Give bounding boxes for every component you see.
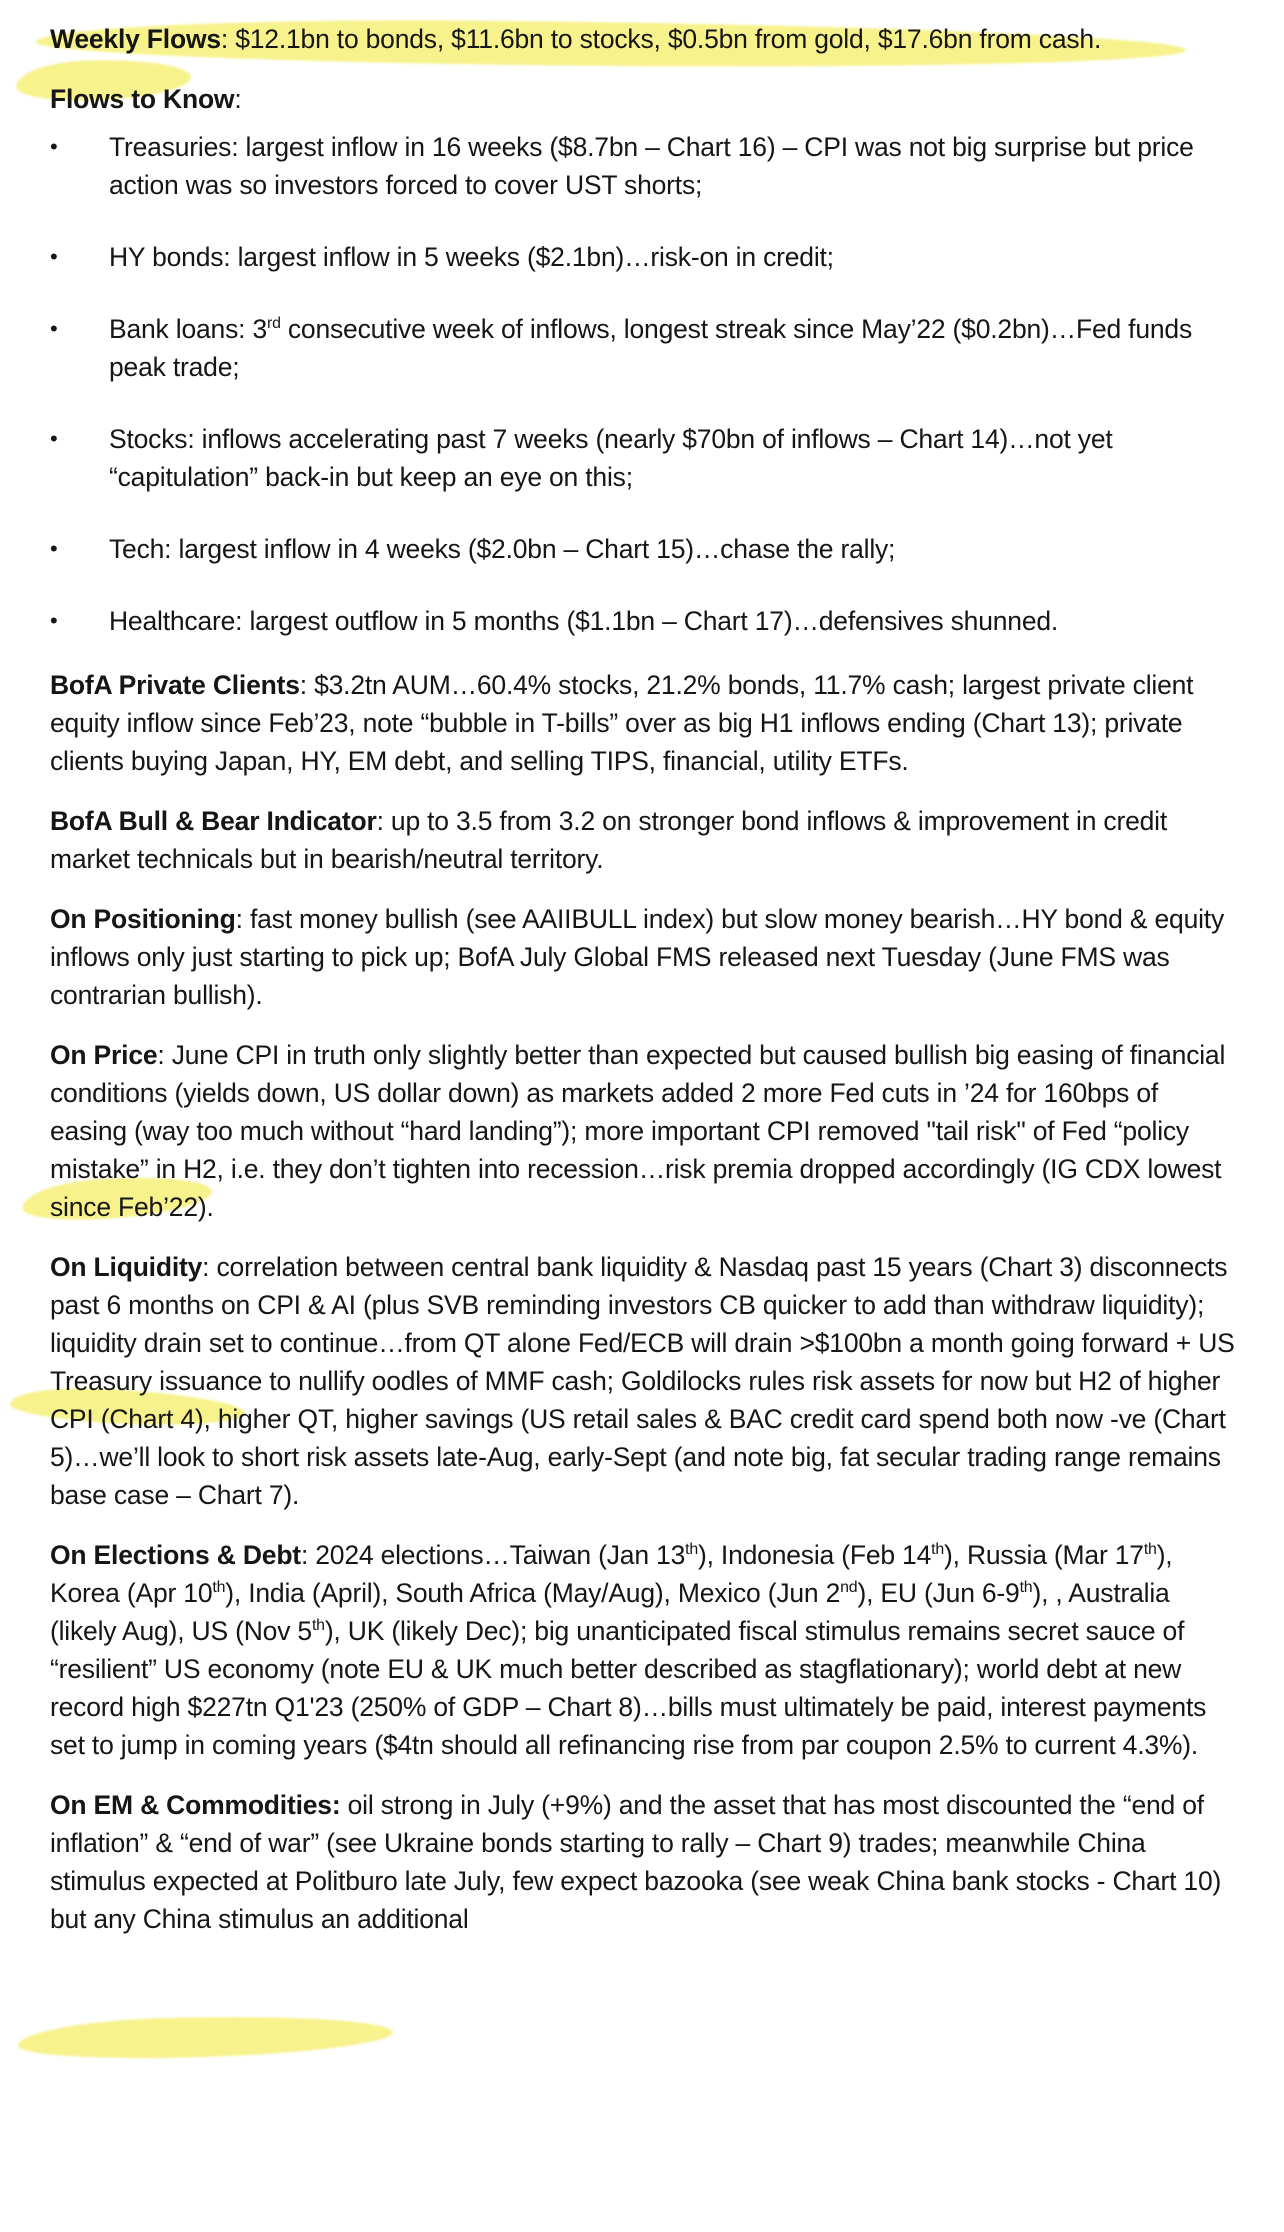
- elections-sup: th: [1143, 1541, 1157, 1559]
- liquidity-text: : correlation between central bank liquidity & Nasdaq past 15 years (Chart 3) disconnects past 6 months on CPI & AI (plus SVB reminding investors CB quicker to add than withdraw liquidity); liquidity drain set to continue…from QT alone Fed/ECB will drain >$100bn a month going forward + US Treasury issuance to nullify oodles of MMF cash; Goldilocks rules risk assets for now but H2 of higher CPI (Chart 4), higher QT, higher savings (US retail sales & BAC credit card spend both now -ve (Chart 5)…we’ll look to short risk assets late-Aug, early-Sept (and note big, fat secular trading range remains base case – Chart 7).: [50, 1252, 1235, 1510]
- private-clients-paragraph: [50, 666, 1240, 780]
- list-item-text: Healthcare: largest outflow in 5 months ($1.1bn – Chart 17)…defensives shunned.: [109, 606, 1059, 636]
- flows-to-know-label: Flows to Know: [50, 84, 235, 114]
- list-item-text-pre: Bank loans: 3: [109, 314, 267, 344]
- elections-paragraph: [50, 1536, 1240, 1764]
- list-item-text: Stocks: inflows accelerating past 7 weeks (nearly $70bn of inflows – Chart 14)…not yet “capitulation” back-in but keep an eye on this;: [109, 424, 1113, 492]
- elections-text: ), EU (Jun 6-9: [857, 1578, 1020, 1608]
- elections-text: : 2024 elections…Taiwan (Jan 13: [300, 1540, 686, 1570]
- positioning-text: : fast money bullish (see AAIIBULL index) but slow money bearish…HY bond & equity inflows only just starting to pick up; BofA July Global FMS released next Tuesday (June FMS was contrarian bullish).: [50, 904, 1225, 1010]
- list-item: [50, 530, 1240, 568]
- bull-bear-label: BofA Bull & Bear Indicator: [50, 806, 377, 836]
- flows-to-know-heading: [50, 80, 1240, 118]
- elections-sup: th: [685, 1541, 698, 1559]
- list-item-text: Tech: largest inflow in 4 weeks ($2.0bn – Chart 15)…chase the rally;: [109, 534, 896, 564]
- flows-to-know-suffix: :: [234, 84, 242, 114]
- bullet-icon: •: [50, 244, 58, 269]
- list-item: [50, 238, 1240, 276]
- bullet-icon: •: [50, 608, 58, 633]
- price-text: : June CPI in truth only slightly better than expected but caused bullish big easing of financial conditions (yields down, US dollar down) as markets added 2 more Fed cuts in ’24 for 160bps of easing (way too much without “hard landing”); more important CPI removed "tail risk" of Fed “policy mistake” in H2, i.e. they don’t tighten into recession…risk premia dropped accordingly (IG CDX lowest since Feb’22).: [50, 1040, 1226, 1222]
- price-label: On Price: [50, 1040, 158, 1070]
- positioning-paragraph: [50, 900, 1240, 1014]
- elections-text: ), Korea (Apr 10: [50, 1540, 1173, 1608]
- elections-sup: th: [311, 1617, 325, 1635]
- elections-sup: nd: [840, 1579, 858, 1597]
- elections-text: ), India (April), South Africa (May/Aug), Mexico (Jun 2: [225, 1578, 841, 1608]
- bullet-icon: •: [50, 134, 58, 159]
- elections-sup: th: [1019, 1579, 1033, 1597]
- list-item-text: Treasuries: largest inflow in 16 weeks ($8.7bn – Chart 16) – CPI was not big surprise but price action was so investors forced to cover UST shorts;: [109, 132, 1194, 200]
- list-item-text: HY bonds: largest inflow in 5 weeks ($2.1bn)…risk-on in credit;: [109, 242, 834, 272]
- elections-label: On Elections & Debt: [50, 1540, 301, 1570]
- list-item: [50, 310, 1240, 386]
- weekly-flows-label: Weekly Flows: [50, 24, 221, 54]
- liquidity-paragraph: [50, 1248, 1240, 1514]
- flows-to-know-list: [50, 128, 1240, 640]
- private-clients-label: BofA Private Clients: [50, 670, 300, 700]
- em-commodities-text: oil strong in July (+9%) and the asset that has most discounted the “end of inflation” & “end of war” (see Ukraine bonds starting to rally – Chart 9) trades; meanwhile China stimulus expected at Politburo late July, few expect bazooka (see weak China bank stocks - Chart 10) but any China stimulus an additional: [50, 1790, 1222, 1934]
- list-item: [50, 128, 1240, 204]
- highlighter-stroke-em: [18, 2012, 394, 2062]
- bull-bear-paragraph: [50, 802, 1240, 878]
- bullet-icon: •: [50, 426, 58, 451]
- price-paragraph: [50, 1036, 1240, 1226]
- bullet-icon: •: [50, 536, 58, 561]
- list-item: [50, 420, 1240, 496]
- em-commodities-paragraph: [50, 1786, 1240, 1938]
- em-commodities-label: On EM & Commodities:: [50, 1790, 341, 1820]
- weekly-flows-paragraph: [50, 20, 1240, 58]
- elections-text: ), Indonesia (Feb 14: [697, 1540, 932, 1570]
- bullet-icon: •: [50, 316, 58, 341]
- elections-sup: th: [212, 1579, 226, 1597]
- bull-bear-text: : up to 3.5 from 3.2 on stronger bond inflows & improvement in credit market technicals but in bearish/neutral territory.: [50, 806, 1168, 874]
- elections-sup: th: [931, 1541, 944, 1559]
- elections-text: ), UK (likely Dec); big unanticipated fiscal stimulus remains secret sauce of “resilient” US economy (note EU & UK much better described as stagflationary); world debt at new record high $227tn Q1'23 (250% of GDP – Chart 8)…bills must ultimately be paid, interest payments set to jump in coming years ($4tn should all refinancing rise from par coupon 2.5% to current 4.3%).: [50, 1616, 1207, 1760]
- list-item-sup: rd: [266, 315, 281, 333]
- list-item: [50, 602, 1240, 640]
- weekly-flows-text: : $12.1bn to bonds, $11.6bn to stocks, $0.5bn from gold, $17.6bn from cash.: [220, 24, 1102, 54]
- list-item-text-post: consecutive week of inflows, longest streak since May’22 ($0.2bn)…Fed funds peak trade;: [109, 314, 1193, 382]
- elections-text: ), , Australia (likely Aug), US (Nov 5: [50, 1578, 1170, 1646]
- positioning-label: On Positioning: [50, 904, 236, 934]
- elections-text: ), Russia (Mar 17: [944, 1540, 1144, 1570]
- private-clients-text: : $3.2tn AUM…60.4% stocks, 21.2% bonds, 11.7% cash; largest private client equity inflow since Feb’23, note “bubble in T-bills” over as big H1 inflows ending (Chart 13); private clients buying Japan, HY, EM debt, and selling TIPS, financial, utility ETFs.: [50, 670, 1194, 776]
- liquidity-label: On Liquidity: [50, 1252, 203, 1282]
